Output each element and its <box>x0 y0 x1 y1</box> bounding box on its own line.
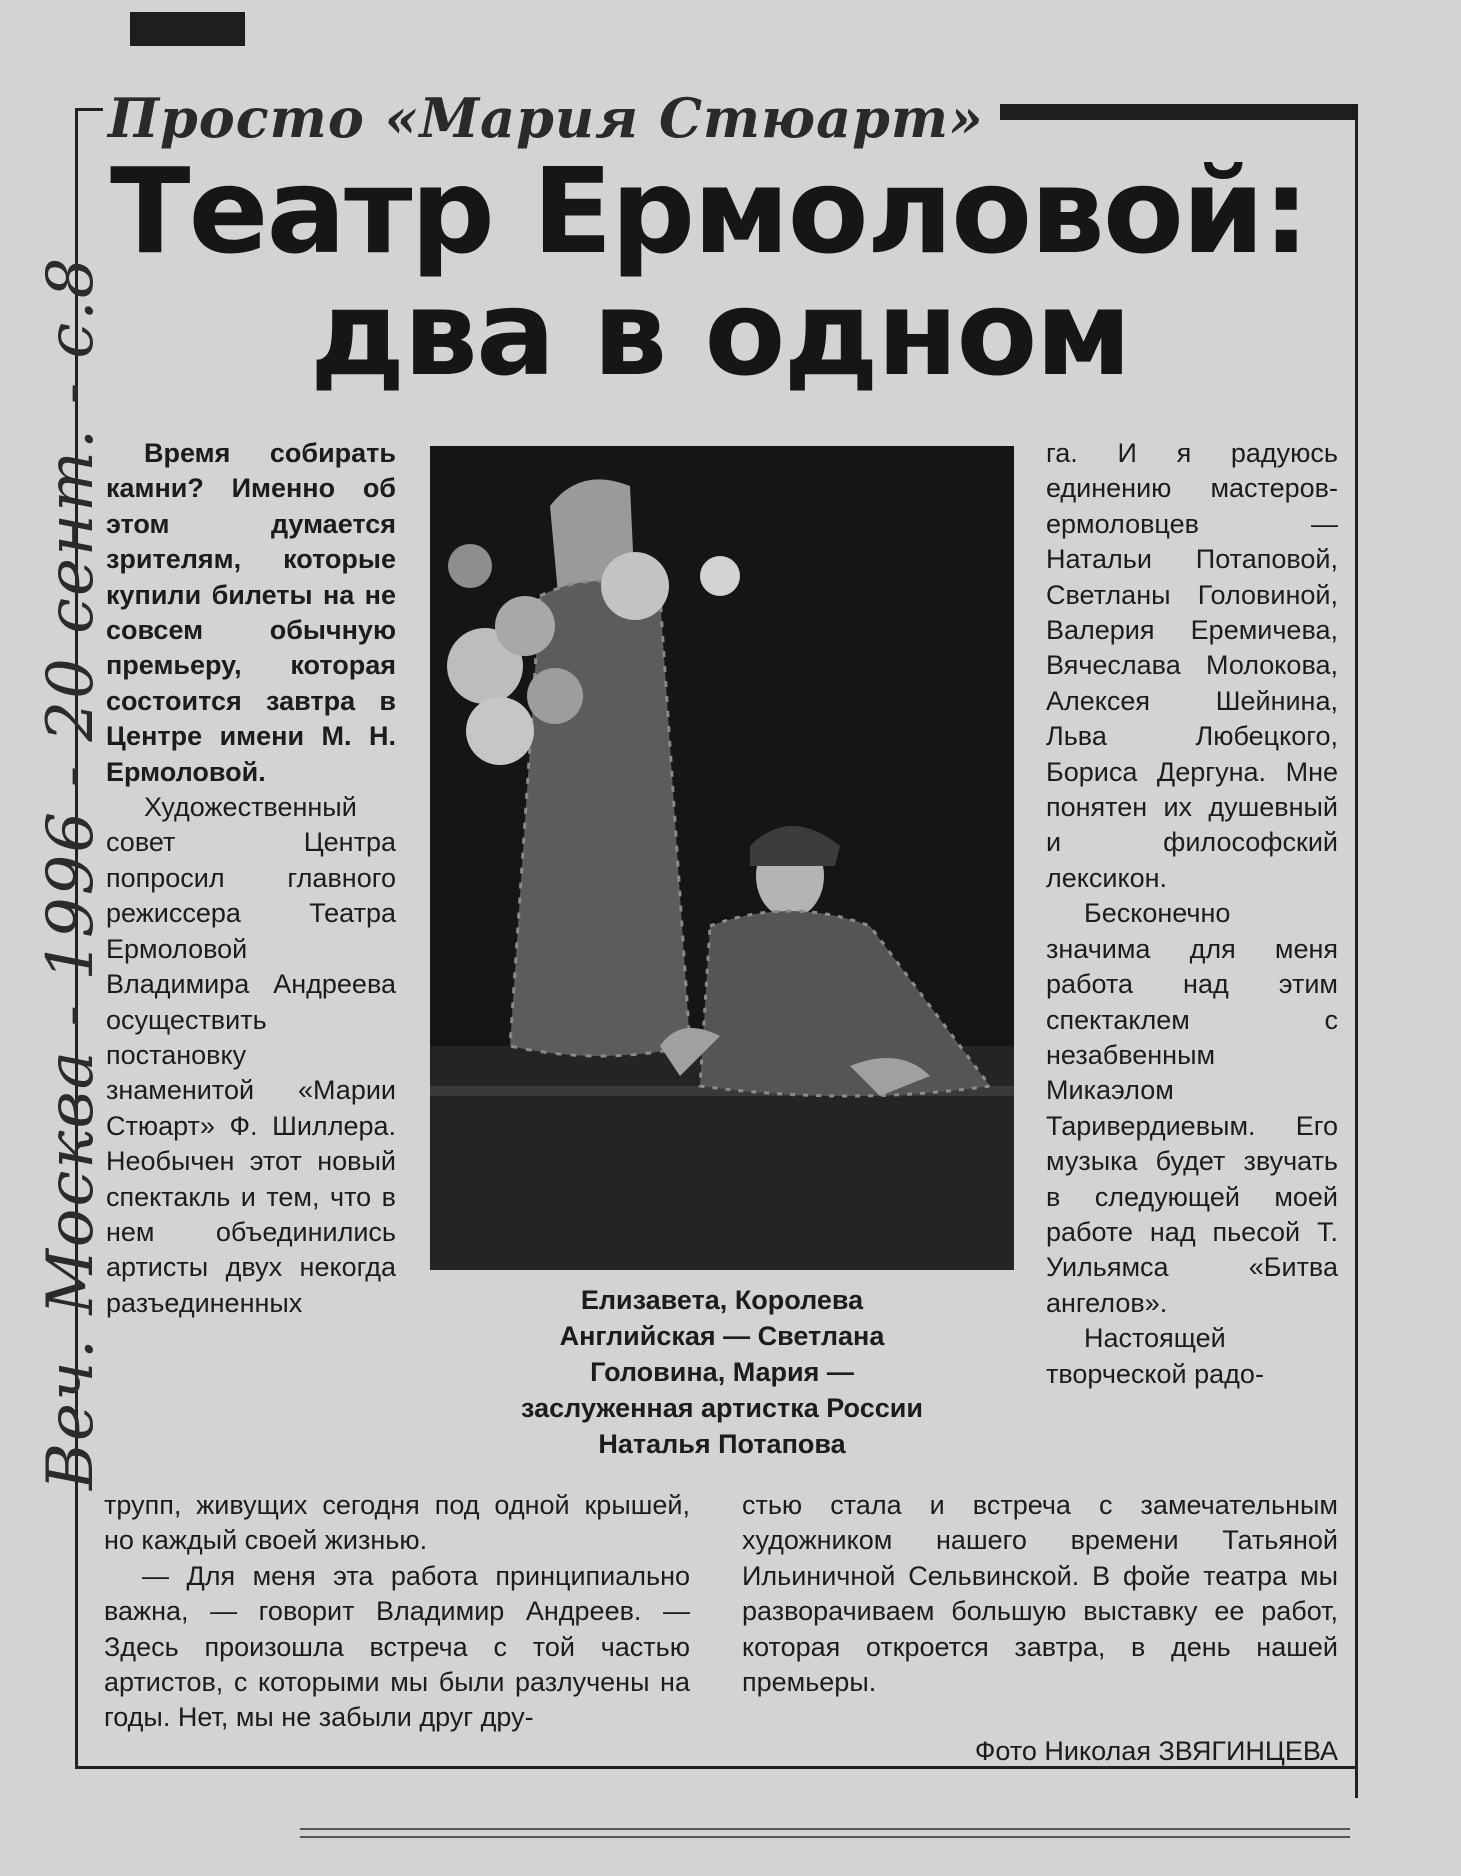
headline-line-2: два в одном <box>310 264 1130 402</box>
caption-line: Головина, Мария — <box>590 1357 854 1387</box>
rubric-rule <box>1000 104 1358 120</box>
body-paragraph: стью стала и встреча с замечательным художником нашего времени Татьяной Ильиничной Сельвинской. В фойе театра мы разворачиваем большую выставку ее работ, которая откроется завтра, в день нашей премьеры. <box>742 1490 1338 1698</box>
caption-line: заслуженная артистка России <box>521 1393 923 1423</box>
handwritten-margin-note: Веч. Москва - 1996 - 20 сент. - с.8 <box>34 255 108 1490</box>
column-right <box>1046 436 1338 1392</box>
column-bottom-left <box>104 1488 690 1736</box>
column-bottom-right <box>742 1488 1338 1700</box>
body-paragraph: трупп, живущих сегодня под одной крышей, но каждый своей жизнью. <box>104 1490 690 1556</box>
caption-line: Английская — Светлана <box>559 1321 885 1351</box>
caption-line: Наталья Потапова <box>598 1429 846 1459</box>
photo-caption <box>440 1282 1004 1462</box>
stage-photo <box>430 446 1014 1270</box>
rubric: Просто «Мария Стюарт» <box>108 86 984 150</box>
body-paragraph: Художественный совет Центра попросил главного режиссера Театра Ермоловой Владимира Андреева осуществить постановку знаменитой «Марии Стюарт» Ф. Шиллера. Необычен этот новый спектакль и тем, что в нем объединились артисты двух некогда разъединенных <box>106 792 396 1318</box>
body-paragraph: Настоящей творческой радо- <box>1046 1323 1264 1389</box>
top-black-bar <box>130 12 245 46</box>
frame-right-rule <box>1355 108 1358 1798</box>
rubric-left-tick <box>75 108 103 111</box>
body-paragraph: га. И я радуюсь единению мастеров-ермоловцев — Натальи Потаповой, Светланы Головиной, Валерия Еремичева, Вячеслава Молокова, Алексея Шейнина, Льва Любецкого, Бориса Дергуна. Мне понятен их душевный и философский лексикон. <box>1046 438 1338 893</box>
headline <box>110 142 1350 402</box>
body-paragraph: — Для меня эта работа принципиально важна, — говорит Владимир Андреев. — Здесь произошла встреча с той частью артистов, с которыми мы были разлучены на годы. Нет, мы не забыли друг дру- <box>104 1560 690 1733</box>
lead-paragraph: Время собирать камни? Именно об этом думается зрителям, которые купили билеты на не совсем обычную премьеру, которая состоится завтра в Центре имени М. Н. Ермоловой. <box>106 438 396 787</box>
column-left <box>106 436 396 1321</box>
body-paragraph: Бесконечно значима для меня работа над этим спектаклем с незабвенным Микаэлом Таривердиевым. Его музыка будет звучать в следующей моей работе над пьесой Т. Уильямса «Битва ангелов». <box>1046 898 1338 1318</box>
photo-credit: Фото Николая ЗВЯГИНЦЕВА <box>974 1736 1338 1766</box>
stage-photo-illustration <box>430 446 1014 1270</box>
headline-line-1: Театр Ермоловой: <box>110 142 1308 280</box>
bottom-strip-rule <box>300 1828 1350 1838</box>
caption-line: Елизавета, Королева <box>580 1285 864 1315</box>
